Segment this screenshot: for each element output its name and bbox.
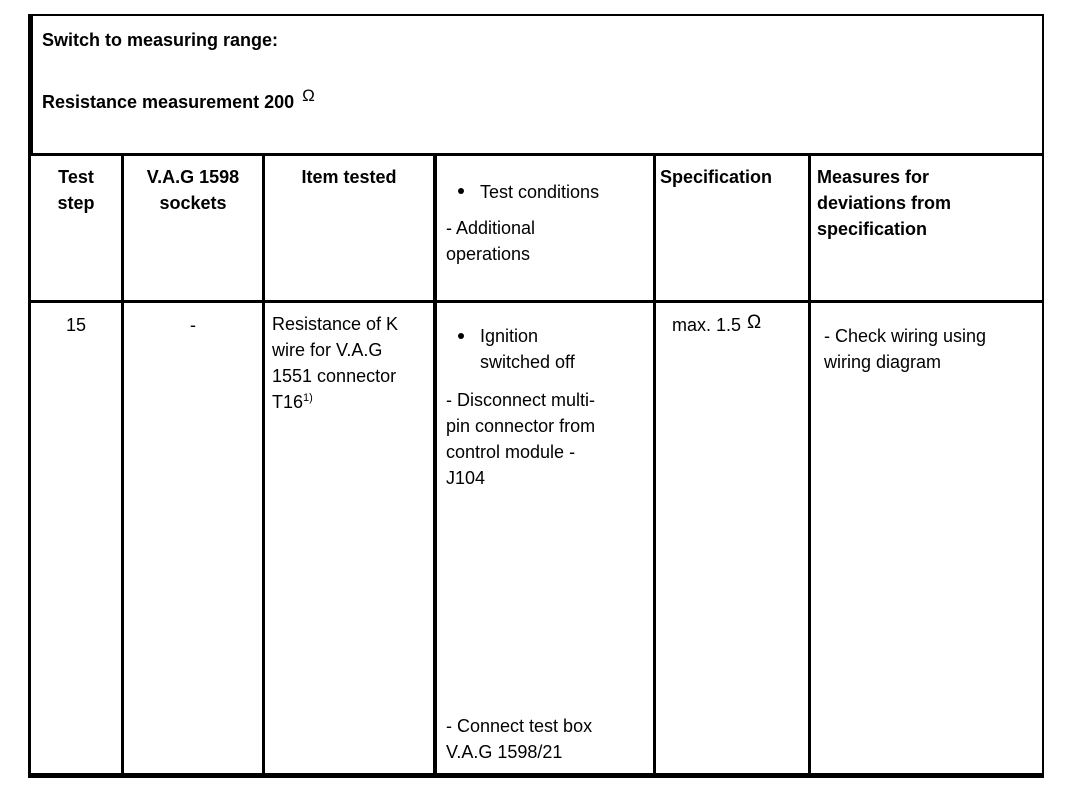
operation-connect-test-box: [446, 713, 651, 765]
cell-specification: [672, 312, 806, 339]
cell-text: - Connect test box: [446, 716, 593, 736]
condition-text: [480, 323, 575, 375]
column-header-test-conditions: [446, 179, 651, 267]
cell-text: - Disconnect multi-: [446, 390, 596, 410]
header-instruction: Switch to measuring range:: [42, 30, 279, 50]
column-divider: [121, 156, 124, 773]
cell-text: T16: [272, 392, 304, 412]
cell-text: J104: [446, 468, 486, 488]
cell-text: wire for V.A.G: [272, 340, 383, 360]
bullet-icon: [458, 188, 464, 194]
ohm-symbol: Ω: [747, 312, 762, 333]
cell-text: pin connector from: [446, 416, 596, 436]
header-text: sockets: [159, 193, 227, 213]
header-text: specification: [817, 219, 928, 239]
cell-text: V.A.G 1598/21: [446, 742, 563, 762]
column-divider: [433, 156, 437, 773]
ohm-symbol: Ω: [302, 86, 315, 105]
cell-text: Ignition: [480, 326, 539, 346]
header-text: V.A.G 1598: [146, 167, 240, 187]
column-header-specification: Specification: [660, 167, 773, 187]
cell-measures: [824, 323, 1039, 375]
column-divider: [653, 156, 656, 773]
cell-text: 1551 connector: [272, 366, 397, 386]
header-text: step: [57, 193, 95, 213]
operation-disconnect: [446, 387, 651, 491]
cell-text: switched off: [480, 352, 575, 372]
header-text: Measures for: [817, 167, 930, 187]
footnote-marker: 1): [303, 392, 313, 404]
header-text: deviations from: [817, 193, 952, 213]
cell-text: max. 1.5: [672, 315, 742, 335]
test-table: [28, 153, 1044, 778]
header-text: Test conditions: [480, 182, 600, 202]
cell-item-tested: [272, 311, 432, 418]
header-text: operations: [446, 244, 531, 264]
cell-test-conditions: [446, 323, 651, 491]
column-header-item-tested: Item tested: [301, 167, 397, 187]
cell-test-step: 15: [65, 315, 87, 335]
bullet-icon: [458, 333, 464, 339]
header-range: [42, 86, 315, 113]
cell-text: wiring diagram: [824, 352, 942, 372]
column-divider: [262, 156, 265, 773]
column-header-measures: [817, 164, 1037, 242]
bulleted-condition: [446, 323, 651, 375]
header-text: Test: [58, 167, 94, 187]
cell-text: Resistance of K: [272, 314, 399, 334]
column-header-test-step: [31, 164, 121, 216]
bulleted-header: [446, 179, 651, 205]
header-row-divider: [31, 300, 1042, 303]
cell-text: [272, 389, 432, 418]
header-text: - Additional: [446, 218, 536, 238]
cell-text: - Check wiring using: [824, 326, 987, 346]
document: [28, 14, 1044, 778]
cell-sockets: -: [190, 315, 196, 335]
measuring-range-header: [28, 14, 1044, 153]
cell-text: control module -: [446, 442, 576, 462]
column-header-sockets: [124, 164, 262, 216]
column-divider: [808, 156, 811, 773]
header-range-text: Resistance measurement 200: [42, 92, 295, 112]
